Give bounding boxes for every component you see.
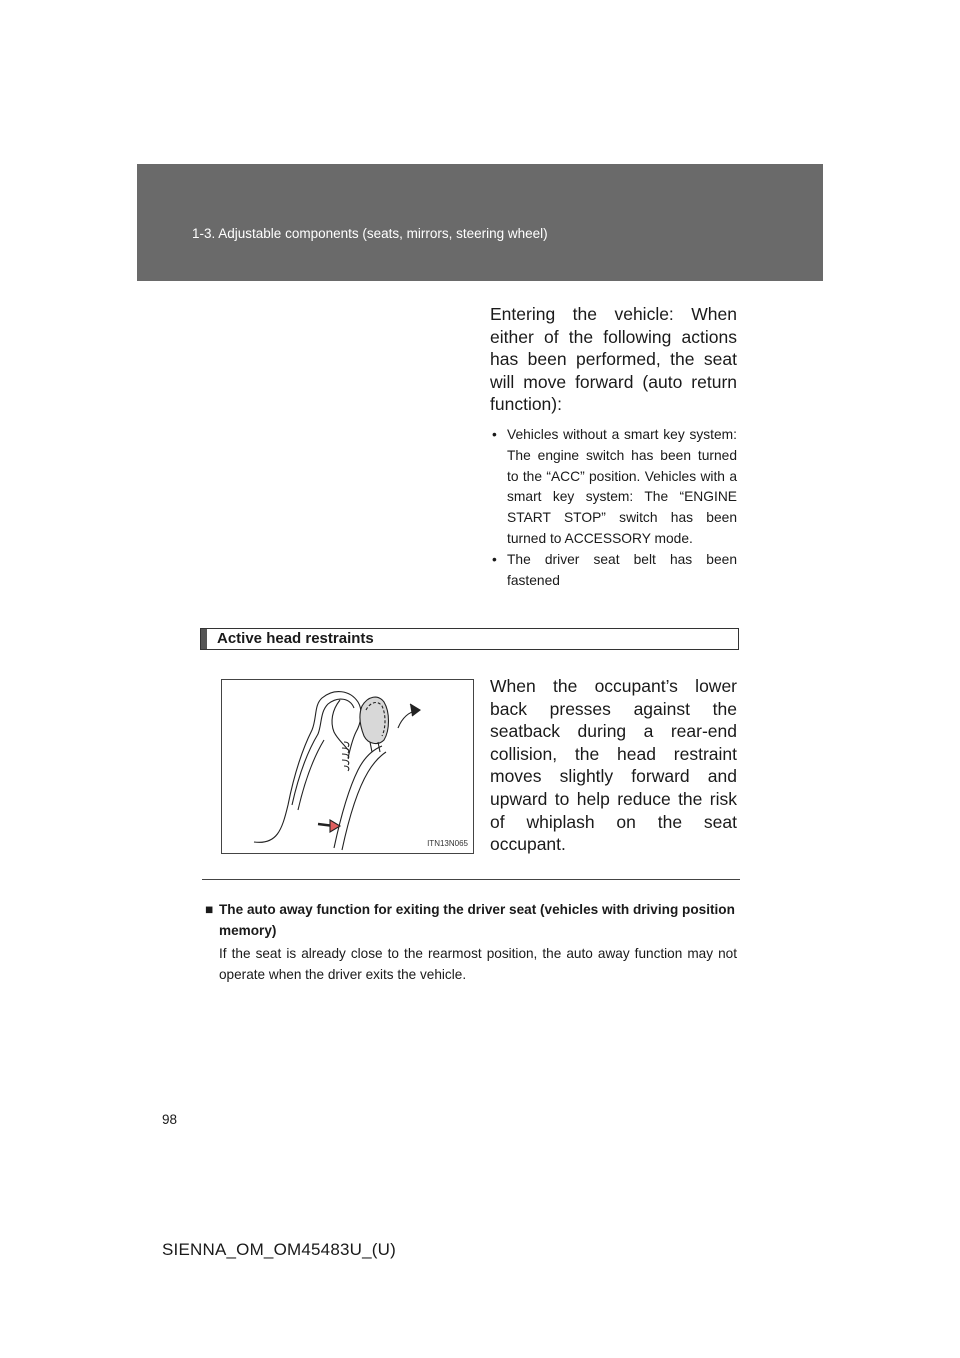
header-band [137, 164, 823, 281]
restraint-paragraph: When the occupant’s lower back presses against the seatback during a rear-end collision, the head restraint moves slightly forward and upward to help reduce the risk of whiplash on the seat occupant. [490, 676, 737, 855]
list-item-text: Vehicles without a smart key system: The engine switch has been turned to the “ACC” position. Vehicles with a smart key system: The “ENGINE START STOP” switch has been turned to ACCESSORY mode. [507, 427, 737, 546]
subheading-title: Active head restraints [217, 630, 374, 647]
section-divider [202, 879, 740, 880]
condition-list [490, 425, 737, 591]
note-title-text: The auto away function for exiting the driver seat (vehicles with driving position memory) [219, 902, 735, 938]
note-title [205, 900, 740, 941]
list-item [490, 425, 737, 550]
list-item-text: The driver seat belt has been fastened [507, 551, 737, 588]
subheading-box [200, 628, 739, 650]
bullet-icon: • [492, 551, 497, 567]
page-number: 98 [162, 1112, 178, 1127]
bullet-icon: • [492, 427, 497, 442]
section-title: 1-3. Adjustable components (seats, mirrors, steering wheel) [192, 226, 548, 241]
head-restraint-illustration [221, 679, 474, 854]
document-code: SIENNA_OM_OM45483U_(U) [162, 1240, 396, 1259]
figure-code: ITN13N065 [427, 839, 468, 848]
subheading-bar [201, 629, 207, 649]
note-body: If the seat is already close to the rearmost position, the auto away function may not operate when the driver exits the vehicle. [219, 946, 737, 982]
square-bullet-icon: ■ [205, 902, 214, 917]
auto-return-paragraph: Entering the vehicle: When either of the following actions has been performed, the seat will move forward (auto return function): [490, 304, 737, 415]
list-item [490, 550, 737, 592]
head-restraint-drawing [222, 680, 475, 855]
